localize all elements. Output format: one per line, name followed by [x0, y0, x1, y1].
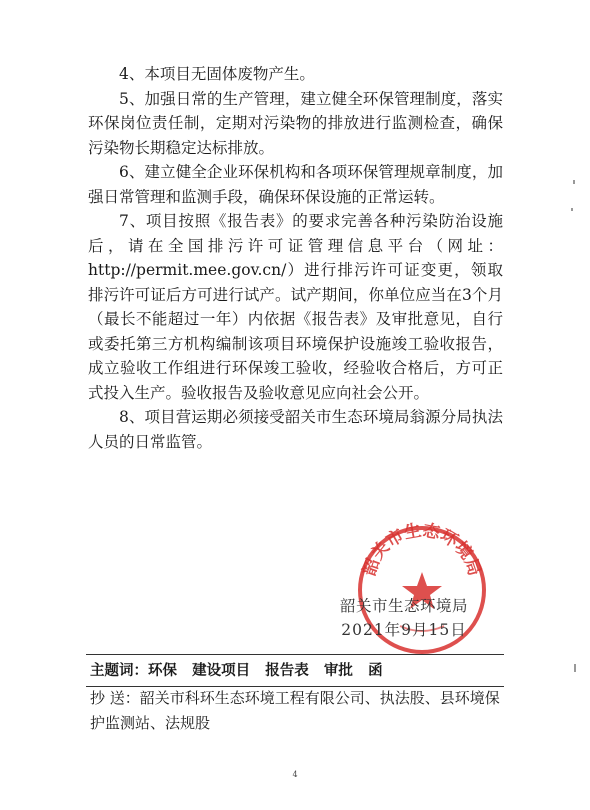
scan-mark — [573, 180, 575, 184]
paragraph-item-8: 8、项目营运期必须接受韶关市生态环境局翁源分局执法人员的日常监管。 — [88, 408, 503, 451]
svg-text:韶关市生态环境局: 韶关市生态环境局 — [359, 520, 485, 579]
signature-date: 2021年9月15日 — [341, 621, 467, 639]
page-number: 4 — [292, 770, 298, 779]
scan-mark — [571, 208, 573, 211]
cc-recipients: 抄 送：韶关市科环生态环境工程有限公司、执法股、县环境保护监测站、法规股 — [90, 689, 500, 732]
signature-block — [334, 594, 474, 642]
paragraph-item-5: 5、加强日常的生产管理，建立健全环保管理制度，落实环保岗位责任制，定期对污染物的排放进行监测检查，确保污染物长期稳定达标排放。 — [88, 89, 503, 157]
divider-top — [86, 654, 504, 655]
document-body — [88, 62, 503, 454]
paragraph-item-4: 4、本项目无固体废物产生。 — [119, 65, 315, 83]
scan-mark — [574, 664, 576, 672]
paragraph-item-6: 6、建立健全企业环保机构和各项环保管理规章制度，加强日常管理和监测手段，确保环保设施的正常运转。 — [88, 163, 503, 206]
signature-organization: 韶关市生态环境局 — [339, 597, 468, 615]
paragraph-item-7: 7、项目按照《报告表》的要求完善各种污染防治设施后，请在全国排污许可证管理信息平台（网址：http://permit.mee.gov.cn/）进行排污许可证变更，领取排污许可证后方可进行试产。试产期间，你单位应当在3个月（最长不能超过一年）内依据《报告表》及审批意见，自行或委托第三方机构编制该项目环境保护设施竣工验收报告，成立验收工作组进行环保竣工验收，经验收合格后，方可正式投入生产。验收报告及验收意见应向社会公开。 — [88, 212, 503, 402]
subject-keywords: 主题词：环保 建设项目 报告表 审批 函 — [90, 663, 383, 679]
